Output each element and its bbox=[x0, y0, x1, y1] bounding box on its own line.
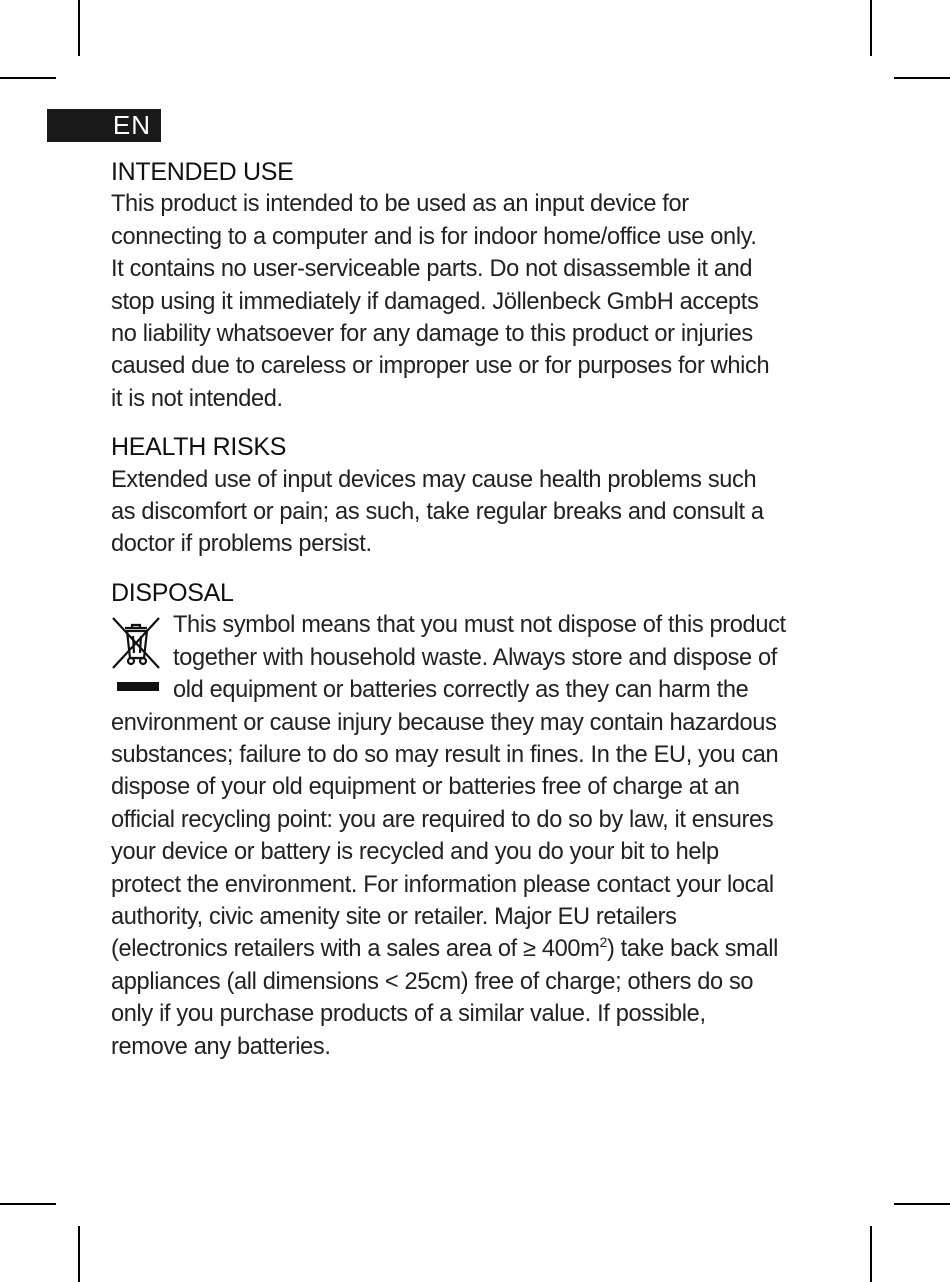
text-line: as discomfort or pain; as such, take regular breaks and consult a bbox=[111, 499, 764, 526]
text-line: no liability whatsoever for any damage to this product or injuries bbox=[111, 321, 753, 348]
text-line: dispose of your old equipment or batteries free of charge at an bbox=[111, 774, 740, 801]
crop-mark-top-left-horizontal bbox=[0, 77, 56, 79]
crop-mark-top-right-vertical bbox=[870, 0, 872, 56]
crop-mark-bottom-right-vertical bbox=[870, 1226, 872, 1282]
disposal-heading: DISPOSAL bbox=[111, 578, 234, 607]
disposal-section bbox=[111, 577, 846, 1063]
crop-mark-top-right-horizontal bbox=[894, 77, 950, 79]
text-line: together with household waste. Always store and dispose of bbox=[173, 644, 778, 671]
intended-use-section bbox=[111, 156, 846, 415]
text-line: authority, civic amenity site or retailer. Major EU retailers bbox=[111, 903, 677, 930]
area-text-before: (electronics retailers with a sales area of ≥ 400m bbox=[111, 936, 600, 963]
text-line: remove any batteries. bbox=[111, 1033, 331, 1060]
text-line: caused due to careless or improper use or for purposes for which bbox=[111, 353, 770, 380]
text-line: Extended use of input devices may cause health problems such bbox=[111, 466, 757, 493]
language-tab-label: EN bbox=[112, 110, 151, 140]
health-risks-text bbox=[111, 464, 846, 561]
text-line: It contains no user-serviceable parts. Do not disassemble it and bbox=[111, 256, 753, 283]
language-tab bbox=[47, 109, 161, 142]
disposal-text bbox=[111, 609, 846, 1063]
text-line: old equipment or batteries correctly as they can harm the bbox=[173, 677, 749, 704]
text-line: This symbol means that you must not dispose of this product bbox=[173, 612, 786, 639]
crop-mark-top-left-vertical bbox=[78, 0, 80, 56]
disposal-body bbox=[111, 609, 846, 1063]
text-line: it is not intended. bbox=[111, 385, 283, 412]
crop-mark-bottom-right-horizontal bbox=[894, 1203, 950, 1205]
text-line: connecting to a computer and is for indoor home/office use only. bbox=[111, 223, 757, 250]
health-risks-section bbox=[111, 431, 846, 561]
crossed-out-wheelie-bin-icon bbox=[111, 614, 161, 694]
crop-mark-bottom-left-vertical bbox=[78, 1226, 80, 1282]
text-line: appliances (all dimensions < 25cm) free of charge; others do so bbox=[111, 968, 754, 995]
area-superscript: 2 bbox=[599, 934, 607, 951]
text-line: environment or cause injury because they may contain hazardous bbox=[111, 709, 777, 736]
crop-mark-bottom-left-horizontal bbox=[0, 1203, 56, 1205]
text-line-area bbox=[111, 933, 846, 965]
health-risks-heading: HEALTH RISKS bbox=[111, 433, 287, 462]
text-line: substances; failure to do so may result in fines. In the EU, you can bbox=[111, 741, 779, 768]
text-line: protect the environment. For information please contact your local bbox=[111, 871, 774, 898]
text-line: This product is intended to be used as an input device for bbox=[111, 191, 689, 218]
text-line: official recycling point: you are required to do so by law, it ensures bbox=[111, 806, 774, 833]
area-text-after: ) take back small bbox=[606, 936, 779, 963]
intended-use-text bbox=[111, 188, 846, 415]
intended-use-heading: INTENDED USE bbox=[111, 158, 294, 186]
text-line: your device or battery is recycled and you do your bit to help bbox=[111, 839, 719, 866]
document-content bbox=[111, 156, 846, 1079]
text-line: stop using it immediately if damaged. Jöllenbeck GmbH accepts bbox=[111, 288, 759, 315]
text-line: only if you purchase products of a similar value. If possible, bbox=[111, 1001, 706, 1028]
text-line: doctor if problems persist. bbox=[111, 531, 372, 558]
